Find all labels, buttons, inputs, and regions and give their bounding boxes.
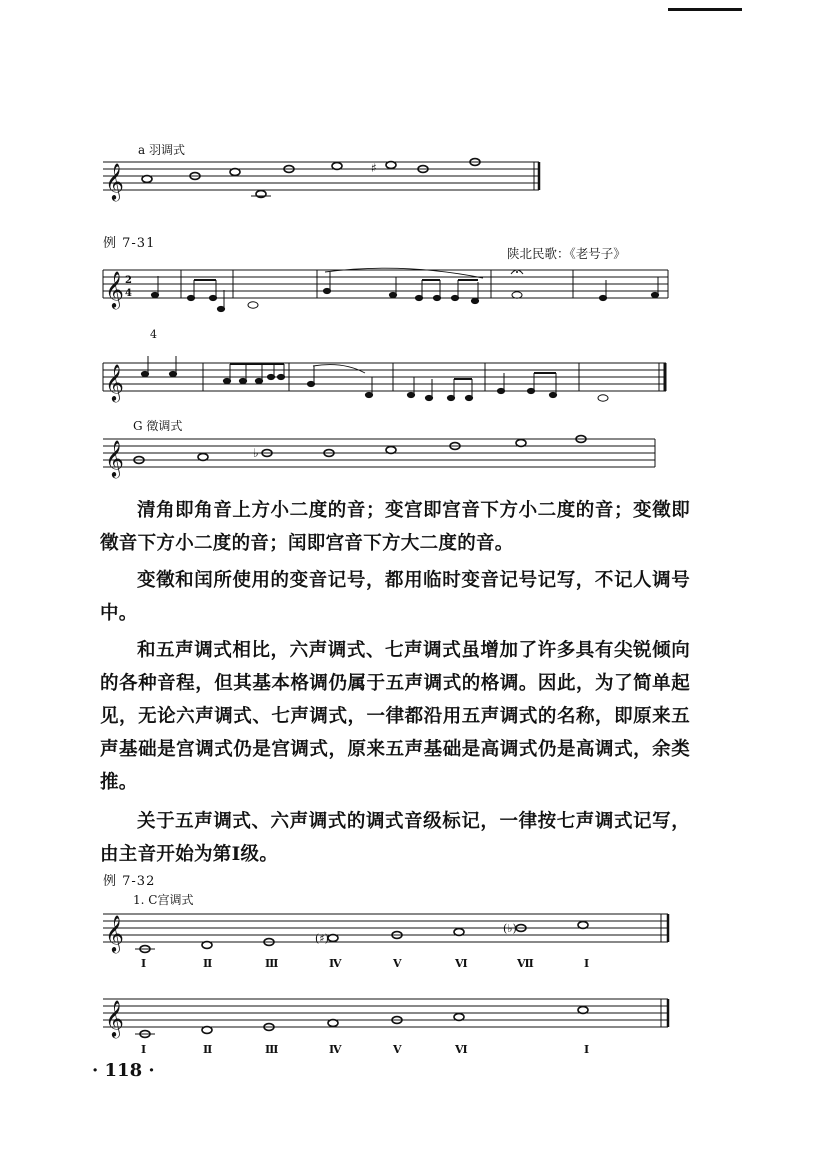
degree-label: Ⅳ [329,957,342,970]
degree-label: Ⅰ [141,957,147,970]
degree-label: Ⅵ [455,957,468,970]
degree-label: Ⅲ [265,1043,279,1056]
example-7-31-label: 例 7-31 [103,236,156,251]
scale-a-title: a 羽调式 [138,143,185,157]
paragraph-4: 关于五声调式、六声调式的调式音级标记，一律按七声调式记写，由主音开始为第Ⅰ级。 [100,811,690,865]
staff-c-gong-seven [103,912,673,952]
svg-text:𝄞: 𝄞 [105,914,124,952]
example-7-32-title: 1. C宫调式 [133,893,194,907]
degree-label: Ⅵ [455,1043,468,1056]
degree-label: Ⅴ [393,1043,402,1056]
svg-text:𝄞: 𝄞 [105,363,124,401]
svg-text:2: 2 [125,275,132,286]
degree-label: Ⅲ [265,957,279,970]
paragraph-3: 和五声调式相比，六声调式、七声调式虽增加了许多具有尖锐倾向的各种音程，但其基本格调仍属于五声调式的格调。因此，为了简单起见，无论六声调式、七声调式，一律都沿用五声调式的名称，即原来五声基础是宫调式仍是宫调式，原来五声基础是高调式仍是高调式，余类推。 [100,640,690,793]
svg-text:𝄞: 𝄞 [105,162,124,200]
svg-text:(♯): (♯) [315,932,329,945]
page-edge-mark [668,8,742,11]
degree-label: Ⅰ [584,957,590,970]
svg-text:♭: ♭ [253,446,259,460]
svg-text:♯: ♯ [371,161,377,175]
degree-label: Ⅴ [393,957,402,970]
svg-text:𝄞: 𝄞 [105,999,124,1037]
staff-scale-a [103,160,543,200]
staff-c-gong-six [103,997,673,1037]
degree-label: Ⅱ [203,1043,213,1056]
example-7-32-label: 例 7-32 [103,874,156,889]
example-7-31-source: 陕北民歌：《老号子》 [507,246,626,261]
scale-g-title: G 徵调式 [133,419,183,433]
svg-text:𝄞: 𝄞 [105,439,124,477]
svg-text:(♭): (♭) [503,922,517,935]
fingering-mark: 4 [150,328,157,341]
degree-label: Ⅱ [203,957,213,970]
svg-text:𝄞: 𝄞 [105,270,124,308]
staff-scale-g [103,437,663,477]
degree-label: Ⅳ [329,1043,342,1056]
paragraph-1: 清角即角音上方小二度的音；变宫即宫音下方小二度的音；变徵即徵音下方小二度的音；闰即宫音下方大二度的音。 [100,500,690,554]
paragraph-2: 变徵和闰所使用的变音记号，都用临时变音记号记写，不记人调号中。 [100,570,690,624]
degree-label: Ⅶ [517,957,534,970]
staff-ex31-line2 [103,361,673,406]
degree-label: Ⅰ [141,1043,147,1056]
degree-label: Ⅰ [584,1043,590,1056]
staff-ex31-line1 [103,268,673,318]
svg-text:4: 4 [125,288,132,299]
page-number: · 118 · [92,1060,155,1081]
